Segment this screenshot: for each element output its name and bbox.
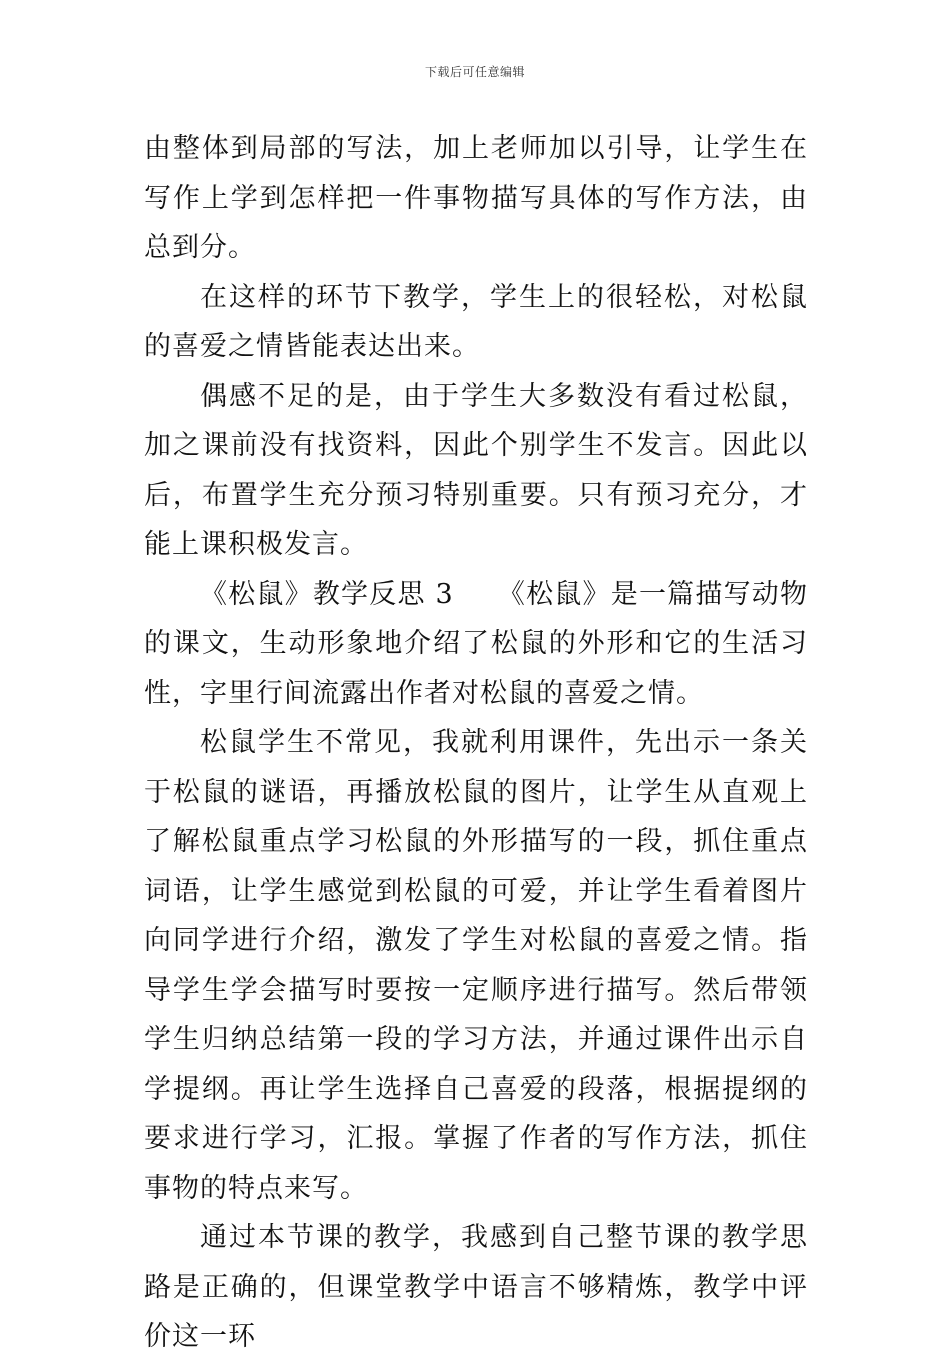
paragraph-continued: 由整体到局部的写法，加上老师加以引导，让学生在写作上学到怎样把一件事物描写具体的写作方法，由总到分。: [144, 133, 808, 263]
paragraph-teaching-process: 松鼠学生不常见，我就利用课件，先出示一条关于松鼠的谜语，再播放松鼠的图片，让学生从直观上了解松鼠重点学习松鼠的外形描写的一段，抓住重点词语，让学生感觉到松鼠的可爱，并让学生看着图片向同学进行介绍，激发了学生对松鼠的喜爱之情。指导学生学会描写时要按一定顺序进行描写。然后带领学生归纳总结第一段的学习方法，并通过课件出示自学提纲。再让学生选择自己喜爱的段落，根据提纲的要求进行学习，汇报。掌握了作者的写作方法，抓住事物的特点来写。: [144, 727, 808, 1204]
page-header-note: 下载后可任意编辑: [424, 65, 525, 79]
paragraph-shortcoming: 偶感不足的是，由于学生大多数没有看过松鼠，加之课前没有找资料，因此个别学生不发言。因此以后，布置学生充分预习特别重要。只有预习充分，才能上课积极发言。: [144, 380, 808, 560]
document-body: [144, 124, 808, 1362]
paragraph-reflection-3: [144, 570, 808, 719]
section-title: 《松鼠》教学反思 3: [200, 578, 454, 610]
section-intro-text: 《松鼠》是一篇描写动物的课文，生动形象地介绍了松鼠的外形和它的生活习性，字里行间流露出作者对松鼠的喜爱之情。: [144, 578, 809, 709]
paragraph-summary: 通过本节课的教学，我感到自己整节课的教学思路是正确的，但课堂教学中语言不够精炼，教学中评价这一环: [144, 1222, 808, 1352]
paragraph-easy-learning: 在这样的环节下教学，学生上的很轻松，对松鼠的喜爱之情皆能表达出来。: [144, 281, 808, 362]
